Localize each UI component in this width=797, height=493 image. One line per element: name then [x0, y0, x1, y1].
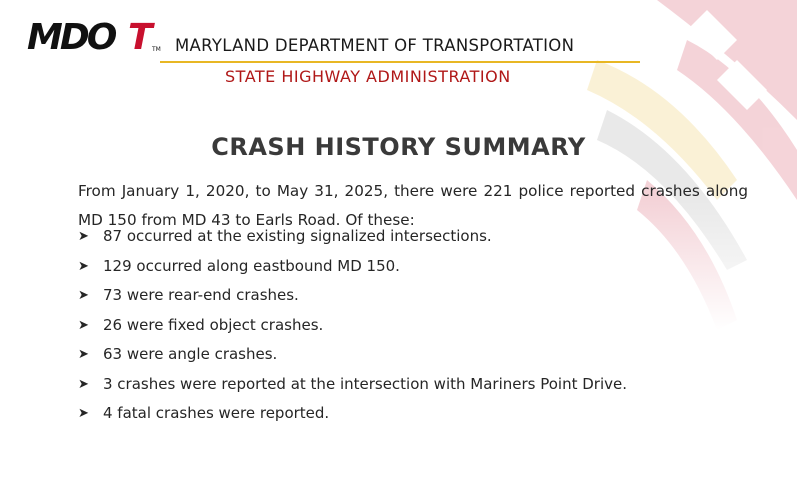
header-logo [27, 16, 667, 60]
list-item-text: 26 were fixed object crashes. [103, 315, 324, 334]
arrow-bullet-icon: ➤ [78, 288, 89, 303]
page-title: CRASH HISTORY SUMMARY [211, 133, 586, 162]
list-item-text: 4 fatal crashes were reported. [103, 404, 330, 422]
list-item-text: 129 occurred along eastbound MD 150. [103, 256, 400, 275]
list-item-text: 3 crashes were reported at the intersection with Mariners Point Drive. [103, 374, 627, 393]
list-item-text: 87 occurred at the existing signalized intersections. [103, 227, 492, 245]
arrow-bullet-icon: ➤ [78, 258, 89, 274]
department-name: MARYLAND DEPARTMENT OF TRANSPORTATION [175, 36, 575, 55]
list-item-text: 73 were rear-end crashes. [103, 286, 299, 304]
header-divider [160, 61, 640, 63]
arrow-bullet-icon: ➤ [78, 347, 89, 362]
mdot-logo-t: T [128, 17, 153, 58]
intro-paragraph: From January 1, 2020, to May 31, 2025, there were 221 police reported crashes along MD 150 from MD 43 to Earls Road. Of these: [78, 182, 748, 230]
mdot-logo-mdo: MDO [27, 17, 115, 58]
arrow-bullet-icon: ➤ [78, 376, 89, 392]
arrow-bullet-icon: ➤ [78, 317, 89, 333]
trademark-mark: TM [152, 46, 161, 53]
list-item-text: 63 were angle crashes. [103, 345, 278, 363]
agency-name: STATE HIGHWAY ADMINISTRATION [225, 67, 511, 86]
arrow-bullet-icon: ➤ [78, 229, 89, 244]
mdot-logo [27, 17, 177, 58]
arrow-bullet-icon: ➤ [78, 406, 89, 421]
